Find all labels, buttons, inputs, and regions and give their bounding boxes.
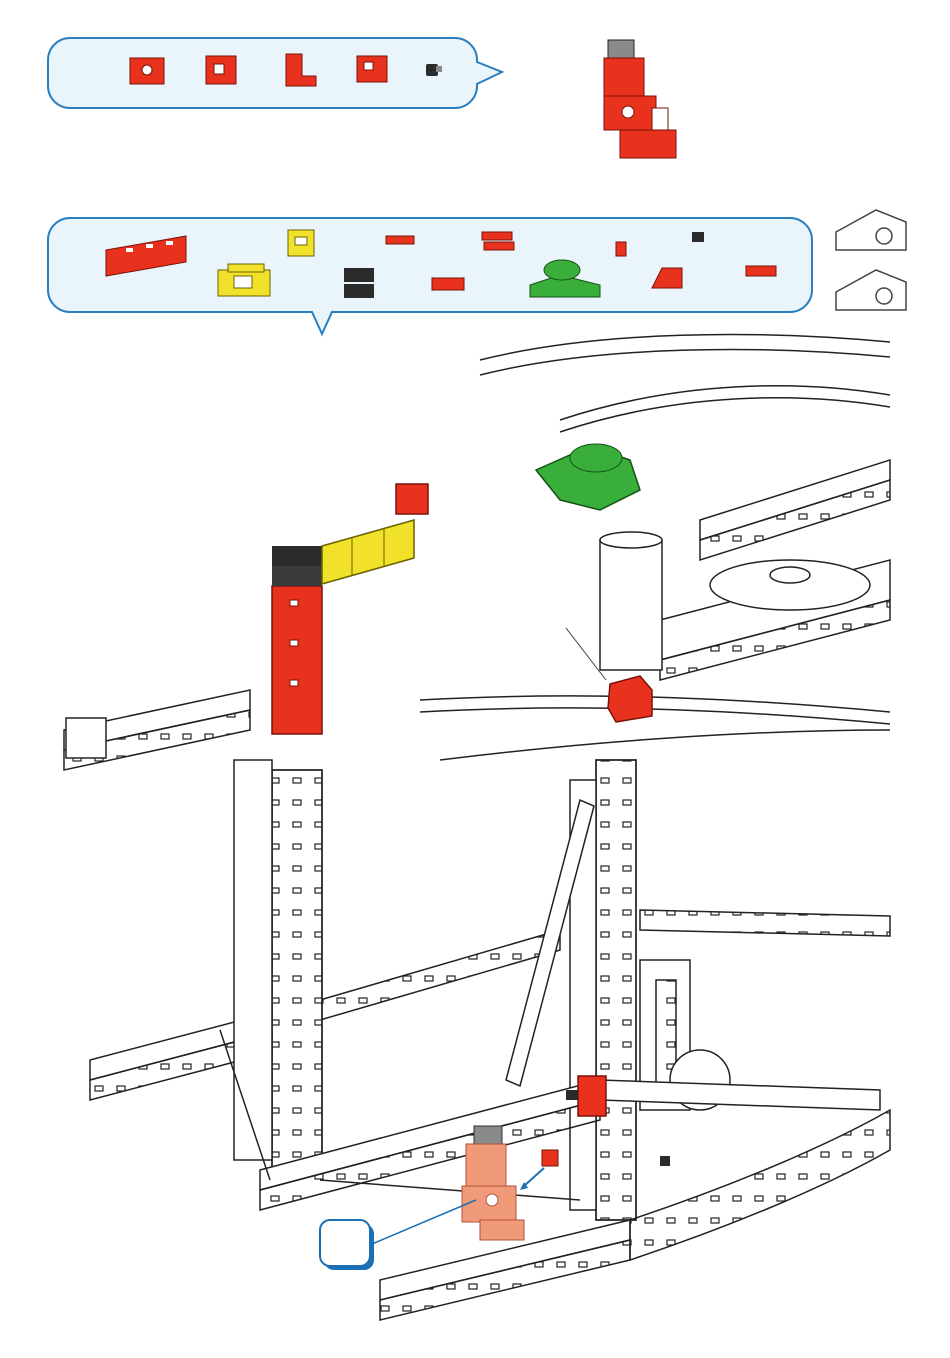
red-building-block-part [206,56,236,84]
red-cross-block-part [130,58,164,84]
red-small-cube-part [432,278,464,290]
red-slanted-plate-part [746,266,776,276]
callout-box [320,1220,374,1270]
red-pin-part [616,242,626,256]
assembled-red-sub-part [604,40,676,158]
bottom-parts-bubble [48,218,812,334]
red-small-plate-part [386,236,414,244]
yellow-clip-part [288,230,314,256]
red-small-block-part [357,56,387,82]
puzzle-wedge-icon [836,210,906,250]
black-peg-part [692,232,704,242]
puzzle-wedge-icon [836,270,906,310]
top-parts-bubble [48,38,502,108]
